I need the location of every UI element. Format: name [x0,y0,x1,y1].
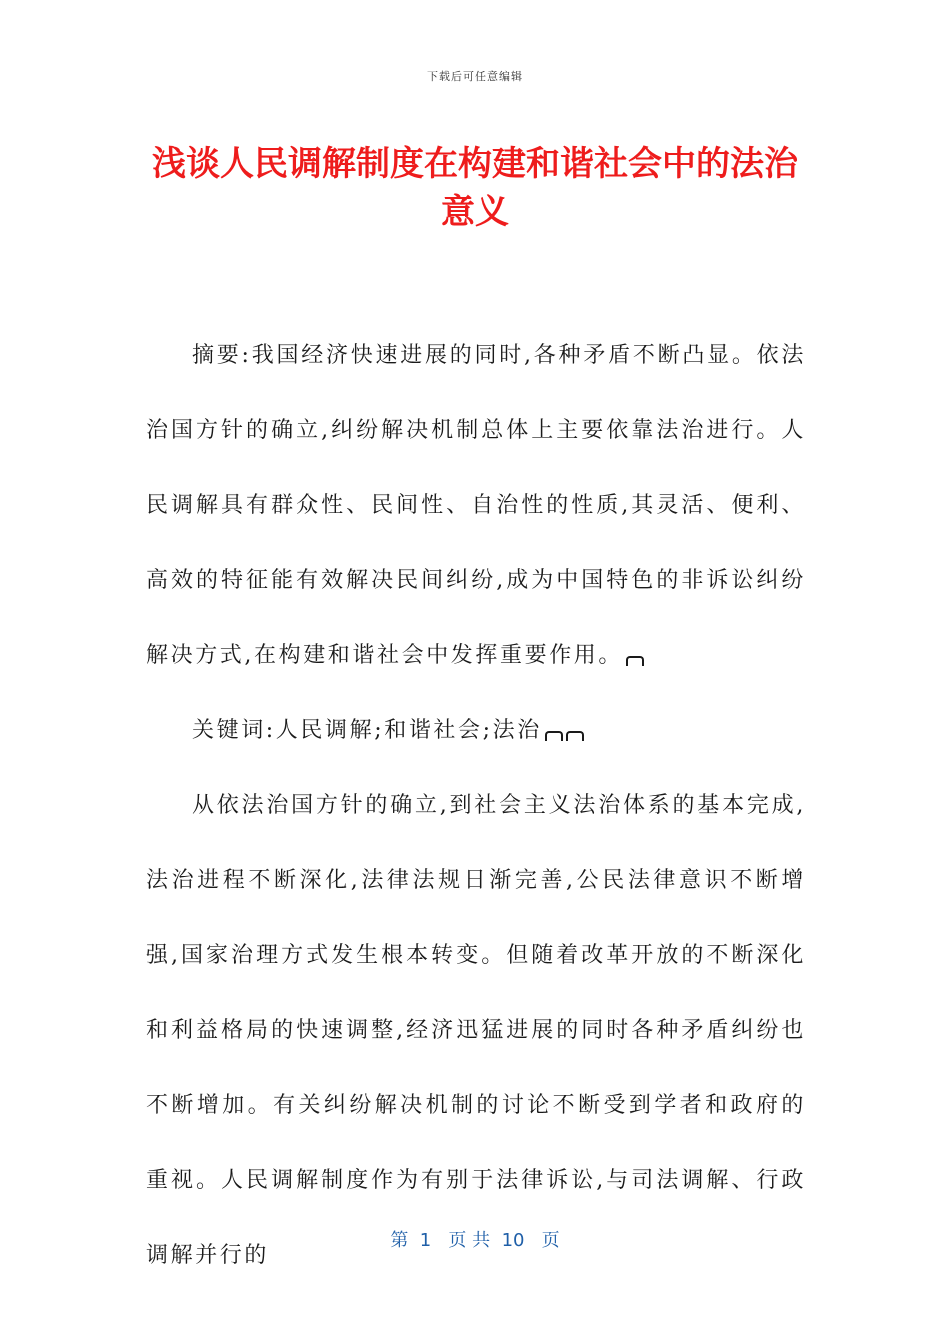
document-body [146,318,806,1293]
document-title: 浅谈人民调解制度在构建和谐社会中的法治意义 [152,144,798,232]
keywords-paragraph [146,693,806,768]
abstract-paragraph [146,318,806,693]
footnote-mark-icon [626,656,644,666]
body-paragraph: 从依法治国方针的确立,到社会主义法治体系的基本完成,法治进程不断深化,法律法规日渐完善,公民法律意识不断增强,国家治理方式发生根本转变。但随着改革开放的不断深化和利益格局的快速调整,经济迅猛进展的同时各种矛盾纠纷也不断增加。有关纠纷解决机制的讨论不断受到学者和政府的重视。人民调解制度作为有别于法律诉讼,与司法调解、行政调解并行的 [146,793,806,1268]
keywords-text: 关键词:人民调解;和谐社会;法治 [192,718,542,743]
page-number: 第 1 页 共 10 页 [390,1230,560,1251]
footnote-mark-icon [545,731,563,741]
footnote-mark-icon [566,731,584,741]
abstract-text: 摘要:我国经济快速进展的同时,各种矛盾不断凸显。依法治国方针的确立,纠纷解决机制总体上主要依靠法治进行。人民调解具有群众性、民间性、自治性的性质,其灵活、便利、高效的特征能有效解决民间纠纷,成为中国特色的非诉讼纠纷解决方式,在构建和谐社会中发挥重要作用。 [146,343,806,668]
header-note: 下载后可任意编辑 [427,70,523,83]
